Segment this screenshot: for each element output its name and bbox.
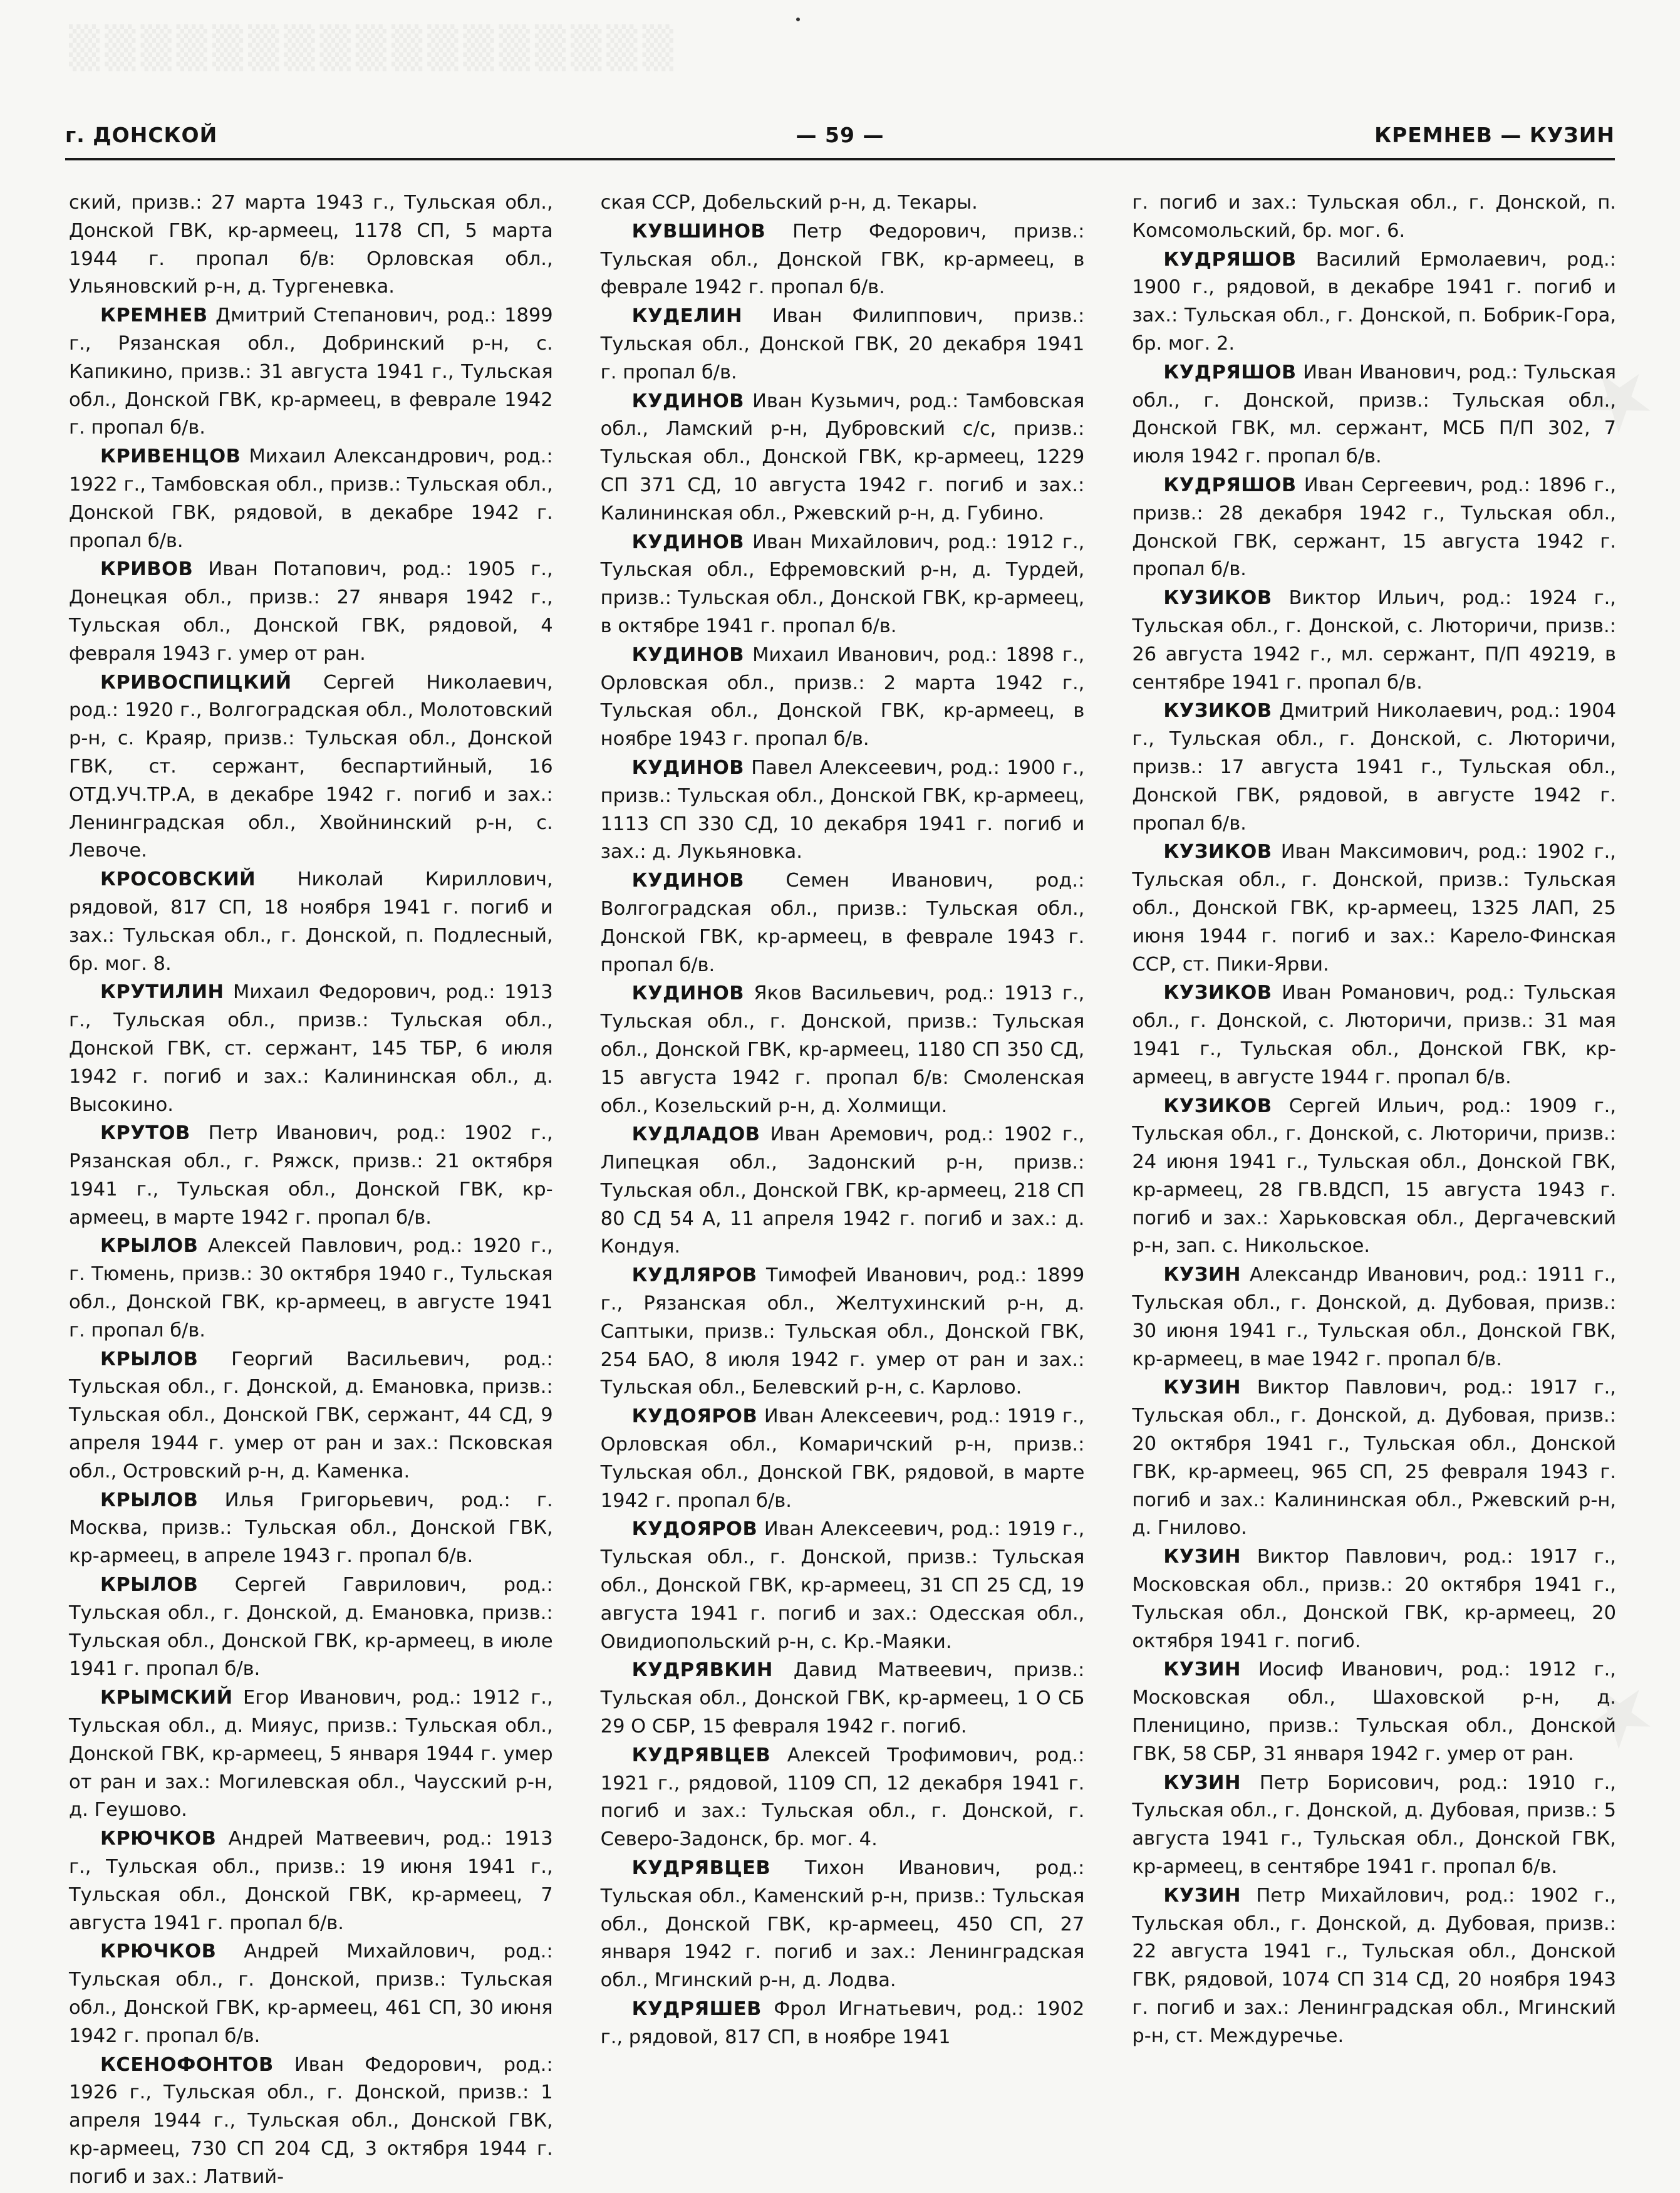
entry-text: Егор Иванович, род.: 1912 г., Тульская обл., д. Мияус, призв.: Тульская обл., Донской ГВК, кр-армеец, 5 января 1944 г. умер от ран и зах.: Могилевская обл., Чаусский р-н, д. Геушово. xyxy=(69,1687,553,1821)
entry-text: Иван Романович, род.: Тульская обл., г. Донской, с. Люторичи, призв.: 31 мая 1941 г., Тульская обл., Донской ГВК, кр-армеец, в августе 1944 г. пропал б/в. xyxy=(1132,982,1617,1088)
column-right xyxy=(1132,189,1616,2175)
entry-surname: КУДРЯШОВ xyxy=(1163,474,1297,496)
entry-text: Алексей Павлович, род.: 1920 г., г. Тюмень, призв.: 30 октября 1940 г., Тульская обл., Донской ГВК, кр-армеец, в августе 1941 г. пропал б/в. xyxy=(69,1235,553,1341)
entry-text: Сергей Николаевич, род.: 1920 г., Волгоградская обл., Молотовский р-н, с. Краяр, призв.: Тульская обл., Донской ГВК, ст. сержант, беспартийный, 16 ОТД.УЧ.ТР.А, в декабре 1942 г. погиб и зах.: Ленинградская обл., Хвойнинский р-н, с. Левоче. xyxy=(69,671,553,862)
biographical-entry xyxy=(69,1487,553,1571)
biographical-entry xyxy=(601,980,1085,1120)
biographical-entry xyxy=(601,1855,1085,1995)
biographical-entry xyxy=(1132,1543,1616,1655)
entry-surname: КУДРЯВЦЕВ xyxy=(631,1857,771,1880)
biographical-entry xyxy=(601,529,1085,641)
entry-text: Сергей Гаврилович, род.: Тульская обл., г. Донской, д. Емановка, призв.: Тульская обл., Донской ГВК, кр-армеец, в июле 1941 г. пропал б/в. xyxy=(69,1574,553,1680)
entry-text: Сергей Ильич, род.: 1909 г., Тульская обл., г. Донской, с. Люторичи, призв.: 24 июня 1941 г., Тульская обл., Донской ГВК, кр-армеец, 28 ГВ.ВДСП, 15 августа 1943 г. погиб и зах.: Харьковская обл., Дергачевский р-н, зап. с. Никольское. xyxy=(1132,1095,1617,1258)
column-middle xyxy=(601,189,1085,2175)
entry-surname: КУЗИН xyxy=(1163,1659,1242,1681)
entry-text: Тихон Иванович, род.: Тульская обл., Каменский р-н, призв.: Тульская обл., Донской ГВК, кр-армеец, 450 СП, 27 января 1942 г. погиб и зах.: Ленинградская обл., Мгинский р-н, д. Лодва. xyxy=(600,1857,1085,1992)
entry-surname: КУДОЯРОВ xyxy=(631,1405,758,1428)
biographical-entry xyxy=(69,1571,553,1684)
watermark-star-emblem: ★ xyxy=(1561,1654,1676,1774)
entry-text: Петр Михайлович, род.: 1902 г., Тульская обл., г. Донской, д. Дубовая, призв.: 22 августа 1941 г., Тульская обл., Донской ГВК, рядовой, 1074 СП 314 СД, 20 ноября 1943 г. погиб и зах.: Ленинградская обл., Мгинский р-н, ст. Междуречье. xyxy=(1132,1884,1617,2047)
entry-text: Иван Иванович, род.: Тульская обл., г. Донской, призв.: Тульская обл., Донской ГВК, мл. сержант, МСБ П/П 302, 7 июля 1942 г. пропал б/в. xyxy=(1132,361,1617,468)
entry-surname: КУДИНОВ xyxy=(631,531,745,553)
biographical-entry xyxy=(1132,838,1616,979)
entry-surname: КРИВЕНЦОВ xyxy=(100,445,241,468)
entry-surname: КУДРЯВЦЕВ xyxy=(631,1744,771,1766)
entry-surname: КУЗИН xyxy=(1163,1884,1242,1907)
biographical-entry xyxy=(601,642,1085,754)
biographical-entry xyxy=(1132,697,1616,838)
entry-text: Михаил Александрович, род.: 1922 г., Тамбовская обл., призв.: Тульская обл., Донской ГВК, рядовой, в декабре 1942 г. пропал б/в. xyxy=(69,445,553,552)
entry-text: Виктор Павлович, род.: 1917 г., Московская обл., призв.: 20 октября 1941 г., Тульская обл., Донской ГВК, кр-армеец, 20 октября 1941 г. погиб. xyxy=(1132,1546,1617,1652)
biographical-entry xyxy=(1132,1882,1616,2051)
entry-surname: КРЫМСКИЙ xyxy=(100,1687,233,1709)
page-number: — 59 — xyxy=(796,123,884,147)
biographical-entry xyxy=(69,556,553,668)
entry-text: ский, призв.: 27 марта 1943 г., Тульская обл., Донской ГВК, кр-армеец, 1178 СП, 5 марта 1944 г. пропал б/в: Орловская обл., Ульяновский р-н, д. Тургеневка. xyxy=(69,192,553,298)
biographical-entry xyxy=(1132,472,1616,584)
biographical-entry xyxy=(1132,1656,1616,1768)
entry-surname: КУДИНОВ xyxy=(631,390,745,412)
entry-surname: КРИВОСПИЦКИЙ xyxy=(100,671,292,694)
biographical-entry xyxy=(601,303,1085,387)
entry-surname: КУЗИН xyxy=(1163,1264,1242,1286)
entry-text: Иосиф Иванович, род.: 1912 г., Московская обл., Шаховской р-н, д. Пленицино, призв.: Тульская обл., Донской ГВК, 58 СБР, 31 января 1942 г. умер от ран. xyxy=(1132,1659,1617,1765)
biographical-entry xyxy=(601,1262,1085,1402)
entry-surname: КУДРЯВКИН xyxy=(631,1659,773,1682)
entry-surname: КУДИНОВ xyxy=(631,643,745,666)
entry-surname: КУДРЯШОВ xyxy=(1163,248,1297,271)
entry-surname: КУЗИН xyxy=(1163,1546,1242,1568)
entry-surname: КРЕМНЕВ xyxy=(100,305,208,327)
entry-text: Михаил Иванович, род.: 1898 г., Орловская обл., призв.: 2 марта 1942 г., Тульская обл., Донской ГВК, кр-армеец, в ноябре 1943 г. пропал б/в. xyxy=(600,643,1085,751)
entry-text: Андрей Матвеевич, род.: 1913 г., Тульская обл., призв.: 19 июня 1941 г., Тульская обл., Донской ГВК, кр-армеец, 7 августа 1941 г. пропал б/в. xyxy=(69,1828,553,1934)
entry-surname: КУЗИКОВ xyxy=(1163,841,1272,863)
biographical-entry xyxy=(69,669,553,866)
biographical-entry xyxy=(601,1121,1085,1261)
biographical-entry xyxy=(1132,979,1616,1091)
biographical-entry xyxy=(601,1996,1085,2052)
entry-surname: КУДЛАДОВ xyxy=(631,1123,760,1146)
entry-text: Дмитрий Николаевич, род.: 1904 г., Тульская обл., г. Донской, с. Люторичи, призв.: 17 августа 1941 г., Тульская обл., Донской ГВК, рядовой, в августе 1942 г. пропал б/в. xyxy=(1132,700,1617,835)
entry-surname: КУДИНОВ xyxy=(631,982,745,1005)
entry-text: Иван Алексеевич, род.: 1919 г., Тульская обл., г. Донской, призв.: Тульская обл., Донской ГВК, кр-армеец, 31 СП 25 СД, 19 августа 1941 г. погиб и зах.: Одесская обл., Овидиопольский р-н, с. Кр.-Маяки. xyxy=(600,1518,1085,1653)
biographical-entry xyxy=(601,1657,1085,1741)
entry-text: Иван Михайлович, род.: 1912 г., Тульская обл., Ефремовский р-н, д. Турдей, призв.: Тульская обл., Донской ГВК, кр-армеец, в октябре 1941 г. пропал б/в. xyxy=(600,531,1085,637)
header-rule xyxy=(65,158,1615,160)
biographical-entry xyxy=(69,1346,553,1486)
entry-text: Виктор Павлович, род.: 1917 г., Тульская обл., г. Донской, д. Дубовая, призв.: 20 октября 1941 г., Тульская обл., Донской ГВК, кр-армеец, 965 СП, 25 февраля 1943 г. погиб и зах.: Калининская обл., Ржевский р-н, д. Гнилово. xyxy=(1132,1377,1617,1539)
entry-surname: КУЗИКОВ xyxy=(1163,700,1272,722)
entry-surname: КРЫЛОВ xyxy=(100,1574,199,1597)
entry-text: Павел Алексеевич, род.: 1900 г., призв.: Тульская обл., Донской ГВК, кр-армеец, 1113 СП 330 СД, 10 декабря 1941 г. погиб и зах.: д. Лукьяновка. xyxy=(600,756,1085,863)
entry-surname: КУЗИН xyxy=(1163,1771,1242,1794)
biographical-entry xyxy=(601,388,1085,528)
biographical-entry xyxy=(1132,1093,1616,1261)
entry-surname: КУЗИКОВ xyxy=(1163,587,1272,610)
entry-surname: КРУТИЛИН xyxy=(100,981,224,1004)
biographical-entry xyxy=(69,302,553,442)
entry-text: ская ССР, Добельский р-н, д. Текары. xyxy=(600,192,978,214)
entry-surname: КУДРЯШОВ xyxy=(1163,361,1297,383)
biographical-entry xyxy=(1132,359,1616,471)
entry-surname: КРУТОВ xyxy=(100,1122,190,1145)
biographical-entry xyxy=(69,1120,553,1232)
entry-text: Николай Кириллович, рядовой, 817 СП, 18 ноября 1941 г. погиб и зах.: Тульская обл., г. Донской, п. Подлесный, бр. мог. 8. xyxy=(69,868,553,975)
print-dot xyxy=(796,18,800,21)
entry-surname: КУЗИН xyxy=(1163,1377,1242,1399)
entry-surname: КРЮЧКОВ xyxy=(100,1828,217,1850)
biographical-entry xyxy=(1132,1374,1616,1543)
column-left xyxy=(69,189,553,2188)
entry-surname: КРИВОВ xyxy=(100,558,194,581)
text-columns xyxy=(69,189,1617,2188)
entry-surname: КУДОЯРОВ xyxy=(631,1518,758,1541)
watermark-banner: ▒▒▒▒▒▒▒▒▒▒▒▒▒▒▒▒▒ xyxy=(69,25,678,71)
entry-surname: КРЫЛОВ xyxy=(100,1489,199,1511)
entry-text: Дмитрий Степанович, род.: 1899 г., Рязанская обл., Добринский р-н, с. Капикино, призв.: 31 августа 1941 г., Тульская обл., Донской ГВК, кр-армеец, в феврале 1942 г. пропал б/в. xyxy=(69,305,553,439)
entry-text: Александр Иванович, род.: 1911 г., Тульская обл., г. Донской, д. Дубовая, призв.: 30 июня 1941 г., Тульская обл., Донской ГВК, кр-армеец, в мае 1942 г. пропал б/в. xyxy=(1132,1264,1617,1370)
entry-surname: КРОСОВСКИЙ xyxy=(100,868,256,891)
entry-text: Фрол Игнатьевич, род.: 1902 г., рядовой, 817 СП, в ноябре 1941 xyxy=(600,1998,1085,2048)
biographical-entry xyxy=(1132,246,1616,358)
entry-text: г. погиб и зах.: Тульская обл., г. Донской, п. Комсомольский, бр. мог. 6. xyxy=(1132,192,1617,242)
entry-text: Иван Потапович, род.: 1905 г., Донецкая обл., призв.: 27 января 1942 г., Тульская обл., Донской ГВК, рядовой, 4 февраля 1943 г. умер от ран. xyxy=(69,558,553,665)
entry-surname: КРЮЧКОВ xyxy=(100,1940,217,1963)
entry-text: Иван Максимович, род.: 1902 г., Тульская обл., г. Донской, призв.: Тульская обл., Донской ГВК, кр-армеец, 1325 ЛАП, 25 июня 1944 г. погиб и зах.: Карело-Финская ССР, ст. Пики-Ярви. xyxy=(1132,841,1617,976)
biographical-entry xyxy=(69,1825,553,1937)
entry-text: Иван Филиппович, призв.: Тульская обл., Донской ГВК, 20 декабря 1941 г. пропал б/в. xyxy=(600,305,1085,383)
entry-text: Иван Сергеевич, род.: 1896 г., призв.: 28 декабря 1942 г., Тульская обл., Донской ГВК, сержант, 15 августа 1942 г. пропал б/в. xyxy=(1132,474,1617,581)
entry-surname: КРЫЛОВ xyxy=(100,1348,199,1370)
entry-text: Иван Кузьмич, род.: Тамбовская обл., Ламский р-н, Дубровский с/с, призв.: Тульская обл., Донской ГВК, кр-армеец, 1229 СП 371 СД, 10 августа 1942 г. погиб и зах.: Калининская обл., Ржевский р-н, д. Губино. xyxy=(600,390,1085,524)
entry-text: Иван Аремович, род.: 1902 г., Липецкая обл., Задонский р-н, призв.: Тульская обл., Донской ГВК, кр-армеец, 218 СП 80 СД 54 А, 11 апреля 1942 г. погиб и зах.: д. Кондуя. xyxy=(600,1123,1085,1258)
biographical-entry xyxy=(601,754,1085,867)
entry-surname: КУДЛЯРОВ xyxy=(631,1264,757,1287)
entry-text: Семен Иванович, род.: Волгоградская обл., призв.: Тульская обл., Донской ГВК, кр-армеец, в феврале 1943 г. пропал б/в. xyxy=(600,870,1085,976)
biographical-entry xyxy=(601,1403,1085,1515)
biographical-entry xyxy=(69,189,553,301)
biographical-entry xyxy=(69,1684,553,1825)
biographical-entry xyxy=(601,189,1085,217)
biographical-entry xyxy=(1132,1261,1616,1373)
entry-text: Давид Матвеевич, призв.: Тульская обл., Донской ГВК, кр-армеец, 1 О СБ 29 О СБР, 15 февраля 1942 г. погиб. xyxy=(600,1659,1085,1738)
entry-text: Петр Федорович, призв.: Тульская обл., Донской ГВК, кр-армеец, в феврале 1942 г. пропал б/в. xyxy=(600,220,1085,299)
entry-text: Василий Ермолаевич, род.: 1900 г., рядовой, в декабре 1941 г. погиб и зах.: Тульская обл., г. Донской, п. Бобрик-Гора, бр. мог. 2. xyxy=(1132,248,1617,355)
biographical-entry xyxy=(601,1516,1085,1656)
entry-surname: КУВШИНОВ xyxy=(631,220,766,242)
entry-surname: КУДИНОВ xyxy=(631,870,745,892)
entry-text: Виктор Ильич, род.: 1924 г., Тульская обл., г. Донской, с. Люторичи, призв.: 26 августа 1942 г., мл. сержант, П/П 49219, в сентябре 1941 г. пропал б/в. xyxy=(1132,587,1617,694)
biographical-entry xyxy=(1132,189,1616,246)
biographical-entry xyxy=(69,1938,553,2050)
entry-surname: КСЕНОФОНТОВ xyxy=(100,2053,274,2076)
entry-surname: КУЗИКОВ xyxy=(1163,982,1272,1004)
biographical-entry xyxy=(69,2051,553,2192)
header-range: КРЕМНЕВ — КУЗИН xyxy=(1374,123,1615,147)
entry-text: Иван Алексеевич, род.: 1919 г., Орловская обл., Комаричский р-н, призв.: Тульская обл., Донской ГВК, рядовой, в марте 1942 г. пропал б/в. xyxy=(600,1405,1085,1512)
entry-text: Тимофей Иванович, род.: 1899 г., Рязанская обл., Желтухинский р-н, д. Саптыки, призв.: Тульская обл., Донской ГВК, 254 БАО, 8 июля 1942 г. умер от ран и зах.: Тульская обл., Белевский р-н, с. Карлово. xyxy=(600,1264,1085,1399)
entry-surname: КУДЕЛИН xyxy=(631,305,743,328)
header-city: г. ДОНСКОЙ xyxy=(65,123,218,147)
biographical-entry xyxy=(601,1742,1085,1854)
biographical-entry xyxy=(69,443,553,555)
entry-surname: КРЫЛОВ xyxy=(100,1235,199,1258)
entry-surname: КУДРЯШЕВ xyxy=(631,1998,762,2020)
entry-text: Иван Федорович, род.: 1926 г., Тульская обл., г. Донской, призв.: 1 апреля 1944 г., Тульская обл., Донской ГВК, кр-армеец, 730 СП 204 СД, 3 октября 1944 г. погиб и зах.: Латвий- xyxy=(69,2053,553,2188)
biographical-entry xyxy=(69,979,553,1119)
entry-text: Яков Васильевич, род.: 1913 г., Тульская обл., г. Донской, призв.: Тульская обл., Донской ГВК, кр-армеец, 1180 СП 350 СД, 15 августа 1942 г. пропал б/в: Смоленская обл., Козельский р-н, д. Холмищи. xyxy=(600,982,1085,1117)
entry-text: Алексей Трофимович, род.: 1921 г., рядовой, 1109 СП, 12 декабря 1941 г. погиб и зах.: Тульская обл., г. Донской, г. Северо-Задонск, бр. мог. 4. xyxy=(600,1744,1085,1851)
watermark-star-emblem: ★ xyxy=(1561,338,1676,459)
entry-text: Илья Григорьевич, род.: г. Москва, призв.: Тульская обл., Донской ГВК, кр-армеец, в апреле 1943 г. пропал б/в. xyxy=(69,1489,553,1568)
biographical-entry xyxy=(601,218,1085,302)
entry-surname: КУДИНОВ xyxy=(631,756,745,779)
entry-text: Петр Иванович, род.: 1902 г., Рязанская обл., г. Ряжск, призв.: 21 октября 1941 г., Тульская обл., Донской ГВК, кр-армеец, в марте 1942 г. пропал б/в. xyxy=(69,1122,553,1229)
entry-text: Андрей Михайлович, род.: Тульская обл., г. Донской, призв.: Тульская обл., Донской ГВК, кр-армеец, 461 СП, 30 июня 1942 г. пропал б/в. xyxy=(69,1940,553,2047)
entry-text: Георгий Васильевич, род.: Тульская обл., г. Донской, д. Емановка, призв.: Тульская обл., Донской ГВК, сержант, 44 СД, 9 апреля 1944 г. умер от ран и зах.: Псковская обл., Островский р-н, д. Каменка. xyxy=(69,1348,553,1482)
biographical-entry xyxy=(1132,585,1616,697)
biographical-entry xyxy=(69,866,553,978)
biographical-entry xyxy=(601,867,1085,979)
biographical-entry xyxy=(1132,1769,1616,1882)
entry-text: Петр Борисович, род.: 1910 г., Тульская обл., г. Донской, д. Дубовая, призв.: 5 августа 1941 г., Тульская обл., Донской ГВК, кр-армеец, в сентябре 1941 г. пропал б/в. xyxy=(1132,1771,1617,1878)
entry-text: Михаил Федорович, род.: 1913 г., Тульская обл., призв.: Тульская обл., Донской ГВК, ст. сержант, 145 ТБР, 6 июля 1942 г. погиб и зах.: Калининская обл., д. Высокино. xyxy=(69,981,553,1116)
biographical-entry xyxy=(69,1232,553,1345)
entry-surname: КУЗИКОВ xyxy=(1163,1095,1272,1117)
